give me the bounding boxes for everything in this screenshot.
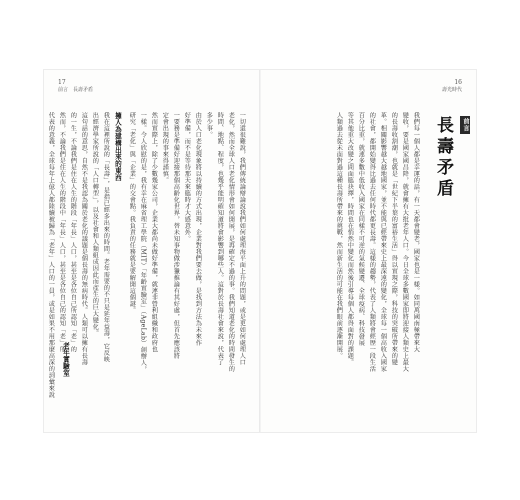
body-column: 出經濟學家所說的「人口轉型」，以及社會和人類組成因此而產生的巨大變化。 [91, 112, 99, 337]
chapter-label: 前言 [462, 118, 469, 132]
body-column: 變收，要是國家國昌降，就會擁有大批老年人口。今日全球多數國家即將迎接人類史上最大 [401, 112, 409, 372]
body-column: 一切還很難說，我們傳統論辯論說我們如何處理海平面上升的問題，或是更如何處理人口 [238, 112, 246, 366]
body-column: 由於人口老化現象將以持續的方式出現，企業對我們要去做，是找到方法為未來作 [194, 112, 202, 346]
body-column: 人類過去從未面對過這種長壽所帶來的挑戰，然而新生活的可能在我們眼前逐漸開展。 [335, 112, 343, 359]
left-running-head: 前言 長壽矛盾 [58, 87, 94, 93]
body-column: 等其他重大改變之間面臨抉擇，時間也在悄然中變化而然後引導每個人都得面對的課題。 [346, 112, 354, 366]
body-column: 我在這裡所說的「長壽」，是指已經多出來的時間。老年需要的不只是延年益壽，它反映 [102, 112, 110, 363]
body-column: 革。相關影響越大越地國家，並不能與已經帶來史上最深遠的變化，全球每一個高收入國家 [379, 112, 387, 372]
right-page [272, 112, 469, 412]
body-column: 好準備，而不是等待那天來臨時才大感意外。 [183, 112, 191, 242]
body-column: 時間、地點、程度，也幾乎能明確知道將會影響到哪些人。這對於長壽社會來說，代表了 [216, 112, 224, 366]
body-column: 的社會，都開始變得比過去任何時代都更長壽。這樣的趨勢，代表了人類將會經歷一段生活 [368, 112, 376, 372]
body-column: 的一生，不論我們是住在人生的階段「年長」人口，甚至是各位自己所認知「老」的 [69, 112, 77, 353]
body-column: 這句話的意思，自然不是我認為關於老化的議題是個長壽的無病時代。人類可以擁有長壽 [80, 112, 88, 366]
section-subhead: 擁人為建構出來的東西 [113, 112, 122, 181]
body-column: 老化，然而全球人口老化情形會如何開展，是再確定不過的事。我們知道老化的時間發生的 [227, 112, 235, 372]
left-folio [58, 80, 93, 93]
body-column: 我們每一個人都是幸運的話，有一天都會變老，國家也是一樣。如同萬國南極帶來大 [412, 112, 420, 353]
body-column: 多少事。 [205, 112, 213, 138]
body-column: 然而實際上，除了少數幾家公司，企業大都尚未做好準備，就連非營利組織和政府也 [150, 112, 158, 353]
body-column: 研究「老化」與「企業」的交會點。我負責的任務就是要解開這個謎。 [128, 112, 136, 314]
left-page [47, 112, 248, 412]
left-page-number: 17 [58, 79, 66, 86]
body-column: 百分比重，就連多數中低收入國家在同樣不可逆的氣候變遷、全球疫病、科技發展 [357, 112, 365, 346]
body-column: 的長壽收割潮，也就是「世紀下半葉的富裕生活」得以實現之際，科技的突破所帶來的變 [390, 112, 398, 366]
body-column: 代表的意義，全球每年上億人都陸續被歸為「老年」人口的一員，或是如果不用那麼高深的詞彙來說 [47, 112, 55, 398]
chapter-title: 長壽矛盾 [433, 116, 453, 200]
right-running-head: 壽光時代 [441, 87, 462, 93]
body-column: 一要務是準備好迎接那個高齡化世界，替未知事物做涉獵推論有其好處，但首先應該將 [172, 112, 180, 359]
section-subhead: 老年實驗室 [61, 342, 70, 377]
right-folio [442, 80, 462, 93]
book-spread [44, 70, 476, 432]
gutter [259, 70, 261, 432]
body-column: 定會出現的事來得謹慎。 [161, 112, 169, 184]
body-column: 一樣。令人欣慰的是，我有幸在麻省理工學院（MIT）「年齡實驗室」（AgeLab）創辦人， [139, 112, 147, 373]
right-page-number: 16 [454, 79, 462, 86]
body-column: 然而，不論我們是住在人生的階段中「年長」人口，甚至是各位自己的認知「老」所 [58, 112, 66, 353]
